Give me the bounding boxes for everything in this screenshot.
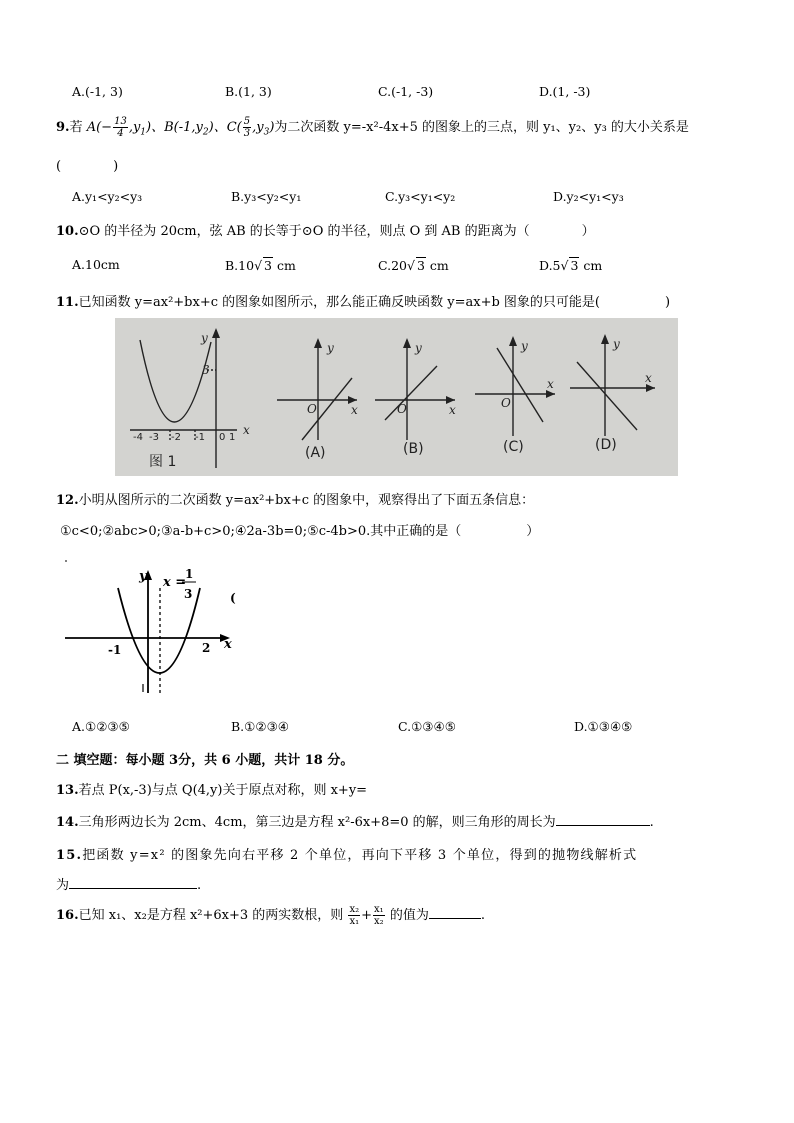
q8-option-b: B.(1, 3) [225,84,272,99]
q12-option-d: D.①③④⑤ [574,719,633,734]
q12-question [56,489,534,508]
optB-origin: O [397,402,407,416]
q12-sym-frac-num: 1 [185,567,194,581]
q9-option-a: A.y₁<y₂<y₃ [72,189,143,204]
section-2-heading: 二 填空题：每小题 3分，共 6 小题，共计 18 分。 [56,753,354,768]
q13-text: 若点 P(x,-3)与点 Q(4,y)关于原点对称，则 x+y= [78,783,368,798]
q9-frac-c [243,116,251,139]
q12-text: 小明从图所示的二次函数 y=ax²+bx+c 的图象中，观察得出了下面五条信息： [78,493,535,508]
q10-option-b: B.10√ 3 cm [225,258,296,273]
q12-option-b: B.①②③④ [231,719,289,734]
q16-frac2-num: x₁ [374,904,384,915]
q9-point-b: 、B(-1,y [151,120,203,135]
q16-frac-1 [348,904,360,927]
q10-options [72,257,752,275]
q12-sym-label: x = [163,575,187,590]
q12-graph [60,558,240,703]
q10-b-pre: B.10 [225,258,255,273]
q10-c-pre: C.20 [378,258,407,273]
q12-graph-svg [60,558,240,703]
optA-origin: O [307,402,317,416]
q16-plus: + [361,908,373,923]
q11-figure-svg [115,318,678,476]
fig1-tick-4: 0 [219,432,226,443]
q16-number: 16. [56,908,79,923]
optC-x-label: x [547,377,554,391]
optB-y-label: y [415,341,422,355]
q15-text-2: 为 [56,878,70,893]
q9-text: 为二次函数 y=-x²-4x+5 的图象上的三点，则 y₁、y₂、y₃ 的大小关系是 [274,120,689,135]
optA-y-label: y [327,341,334,355]
q8-option-c: C.(-1, -3) [378,84,434,99]
q9-frac-c-num: 5 [243,116,251,127]
q9-option-c: C.y₃<y₁<y₂ [385,189,456,204]
q10-question [56,220,595,239]
q12-number: 12. [56,493,79,508]
q16-text-post: 的值为 [389,908,429,923]
optB-line [385,366,437,420]
q10-d-root: 3 [570,258,579,273]
q9-number: 9. [56,120,70,135]
q12-sym-frac-den: 3 [184,587,193,601]
q16-frac1-den: x₁ [349,916,360,927]
q10-b-post: cm [273,258,296,273]
q11-figure-photo [115,318,678,476]
q8-options [72,84,752,102]
fig1-tick-1: -3 [149,432,159,443]
q13-number: 13. [56,783,79,798]
q9-pre: 若 [69,120,87,135]
optC-line [497,348,543,422]
q15-number: 15. [56,848,83,863]
q12-conditions: ①c<0;②abc>0;③a-b+c>0;④2a-3b=0;⑤c-4b>0.其中正确的是（ ） [60,524,540,539]
q8-option-d: D.(1, -3) [539,84,591,99]
optD-label: (D) [595,437,617,453]
fig1-tick-5: 1 [229,432,236,443]
q10-option-c: C.20√ 3 cm [378,258,449,273]
optC-label: (C) [503,439,524,455]
q15-question [56,844,637,863]
q9-frac-a-num: 13 [114,116,127,127]
optD-line [577,362,637,430]
q10-option-d: D.5√ 3 cm [539,258,603,273]
fig1-parabola [140,340,211,422]
q9-frac-c-den: 3 [243,128,251,139]
q9-option-d: D.y₂<y₁<y₃ [553,189,624,204]
q15-question-line2: 为 . [56,878,202,893]
q10-c-root: 3 [416,258,425,273]
q10-text: ⊙O 的半径为 20cm，弦 AB 的长等于⊙O 的半径，则点 O 到 AB 的距离为（ ） [78,224,595,239]
q14-text: 三角形两边长为 2cm、4cm，第三边是方程 x²-6x+8=0 的解，则三角形的周长为 [78,815,556,830]
optA-x-label: x [351,403,358,417]
q14-question: 14.三角形两边长为 2cm、4cm，第三边是方程 x²-6x+8=0 的解，则三角形的周长为 . [56,815,654,830]
optA-label: (A) [305,445,326,461]
q16-question: 16.已知 x₁、x₂是方程 x²+6x+3 的两实数根，则 $\frac{\text{x₂}}{\text{x₁}}$ + $\frac{\text{x₁}}{\text{x₂}}$ 的值为 . [56,904,485,927]
optD-y-label: y [613,337,620,351]
q9-point-c-y: ,y [252,120,264,135]
q9-point-a: A(− [86,120,113,135]
q14-number: 14. [56,815,79,830]
q13-question [56,779,367,798]
q11-question [56,291,670,310]
fig1-tick-2: -2 [171,432,181,443]
q8-option-a: A.(-1, 3) [72,84,123,99]
optD-x-label: x [645,371,652,385]
q9-point-c: 、C( [213,120,242,135]
q9-paren: ( ) [56,159,119,174]
fig1-x-label: x [243,423,250,437]
fig1-tick-3: -1 [195,432,205,443]
fig1-caption: 图 1 [149,454,177,470]
optC-origin: O [501,396,511,410]
q16-answer-blank[interactable] [429,918,481,919]
q12-y-label: y [139,569,147,584]
q12-option-a: A.①②③⑤ [72,719,130,734]
optB-x-label: x [449,403,456,417]
q9-options [72,189,752,207]
q12-option-c: C.①③④⑤ [398,719,456,734]
q12-x-label: x [224,637,232,652]
q9-frac-a-den: 4 [117,128,124,139]
q10-b-root: 3 [264,258,272,273]
fig1-y-tick: 3 [202,363,210,377]
q16-frac2-den: x₂ [374,916,384,927]
q9-point-a-y: ,y [128,120,141,135]
q16-frac1-num: x₂ [349,904,360,915]
q9-frac-a [113,116,128,139]
q9-question: 9.若 A(− $\frac{13}{4}$ $,y_1$)、$B(-1,y_2)$、C( $\frac{5}{3}$ $,y_3$)为二次函数 y=-x²-4x+5 的图象上的三点，则 y₁、y₂、y₃ 的大小关系是 [56,116,689,139]
optB-label: (B) [403,441,424,457]
optC-y-label: y [521,339,528,353]
q10-d-post: cm [579,258,603,273]
q10-number: 10. [56,224,79,239]
q12-tick-2: 2 [202,641,211,655]
q11-number: 11. [56,295,79,310]
q16-frac-2 [373,904,385,927]
q10-option-a: A.10cm [72,257,120,272]
q9-option-b: B.y₃<y₂<y₁ [231,189,302,204]
fig1-y-label: y [201,331,208,345]
q15-text-1: 把函数 y=x² 的图象先向右平移 2 个单位，再向下平移 3 个单位，得到的抛物线解析式 [82,848,638,863]
q15-answer-blank[interactable] [69,888,197,889]
q10-d-pre: D.5 [539,258,561,273]
q14-answer-blank[interactable] [556,825,650,826]
q12-options [72,719,752,737]
q11-text: 已知函数 y=ax²+bx+c 的图象如图所示，那么能正确反映函数 y=ax+b 图象的只可能是( ) [78,295,671,310]
q12-tick-neg1: -1 [108,643,122,657]
q10-c-post: cm [425,258,449,273]
q16-text: 已知 x₁、x₂是方程 x²+6x+3 的两实数根，则 [78,908,344,923]
fig1-tick-0: -4 [133,432,143,443]
q12-stray-mark: ( [230,591,236,605]
